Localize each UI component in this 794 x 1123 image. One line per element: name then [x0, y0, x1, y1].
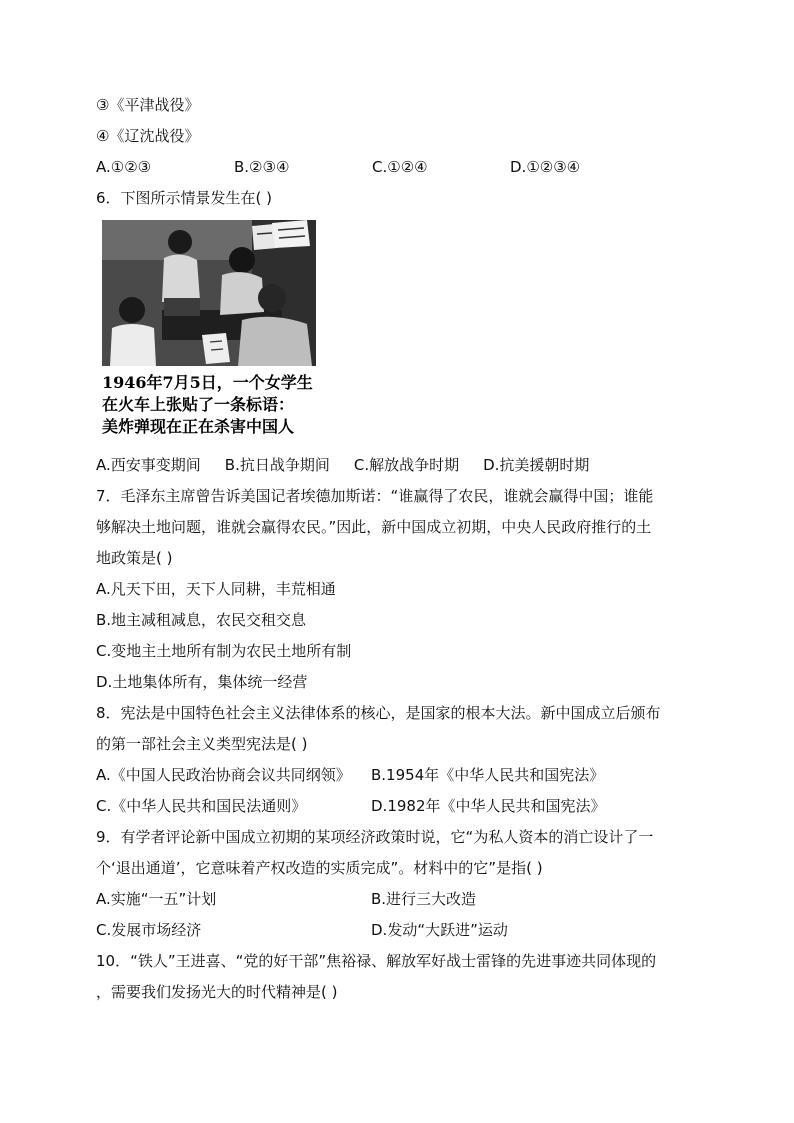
q9-option-c[interactable]: C.发展市场经济 [96, 921, 202, 939]
q5-item-4: ④《辽沈战役》 [96, 127, 200, 145]
q7-stem-line: 地政策是( ) [96, 549, 173, 567]
q8-option-b[interactable]: B.1954年《中华人民共和国宪法》 [371, 766, 605, 784]
q9-options-row-2 [96, 915, 706, 946]
q7-option-c[interactable]: C.变地主土地所有制为农民土地所有制 [96, 642, 352, 660]
caption-line: 美炸弹现在正在杀害中国人 [102, 417, 295, 436]
q8-stem-line: 的第一部社会主义类型宪法是( ) [96, 735, 308, 753]
exam-page [96, 90, 706, 1008]
caption-line: 1946年7月5日，一个女学生 [102, 373, 313, 392]
q9-stem-line: 9．有学者评论新中国成立初期的某项经济政策时说，它“为私人资本的消亡设计了一 [96, 828, 654, 846]
q9-option-a[interactable]: A.实施“一五”计划 [96, 890, 217, 908]
q5-options [96, 152, 706, 183]
q5-option-c[interactable]: C.①②④ [372, 158, 428, 176]
caption-line: 在火车上张贴了一条标语： [102, 395, 295, 414]
q5-option-d[interactable]: D.①②③④ [510, 158, 581, 176]
q5-option-a[interactable]: A.①②③ [96, 158, 152, 176]
q7-stem-line: 够解决土地问题，谁就会赢得农民。”因此，新中国成立初期，中央人民政府推行的土 [96, 518, 652, 536]
q9-option-d[interactable]: D.发动“大跃进”运动 [371, 921, 508, 939]
q6-option-a[interactable]: A.西安事变期间 [96, 456, 201, 474]
q7-option-d[interactable]: D.土地集体所有，集体统一经营 [96, 673, 308, 691]
q8-options-row-2 [96, 791, 706, 822]
q6-options [96, 450, 706, 481]
q10-stem-line: ，需要我们发扬光大的时代精神是( ) [96, 983, 338, 1001]
photo-caption [102, 372, 332, 438]
q6-option-d[interactable]: D.抗美援朝时期 [483, 456, 590, 474]
q5-option-b[interactable]: B.②③④ [234, 158, 290, 176]
q8-option-d[interactable]: D.1982年《中华人民共和国宪法》 [371, 797, 606, 815]
q7-option-b[interactable]: B.地主减租减息，农民交租交息 [96, 611, 307, 629]
q9-stem-line: 个‘退出通道’，它意味着产权改造的实质完成”。材料中的它”是指( ) [96, 859, 543, 877]
q5-item-3: ③《平津战役》 [96, 96, 200, 114]
q7-stem-line: 7．毛泽东主席曾告诉美国记者埃德加斯诺：“谁赢得了农民，谁就会赢得中国；谁能 [96, 487, 654, 505]
q6-option-c[interactable]: C.解放战争时期 [353, 456, 460, 474]
q6-option-b[interactable]: B.抗日战争期间 [224, 456, 330, 474]
q9-option-b[interactable]: B.进行三大改造 [371, 890, 477, 908]
q10-stem-line: 10．“铁人”王进喜、“党的好干部”焦裕禄、解放军好战士雷锋的先进事迹共同体现的 [96, 952, 657, 970]
q7-option-a[interactable]: A.凡天下田，天下人同耕，丰荒相通 [96, 580, 336, 598]
photo-illustration [102, 220, 316, 366]
q8-options-row-1 [96, 760, 706, 791]
q6-stem: 6．下图所示情景发生在( ) [96, 189, 273, 207]
q8-stem-line: 8．宪法是中国特色社会主义法律体系的核心，是国家的根本大法。新中国成立后颁布 [96, 704, 661, 722]
q9-options-row-1 [96, 884, 706, 915]
historical-photo [102, 220, 316, 366]
q8-option-a[interactable]: A.《中国人民政治协商会议共同纲领》 [96, 766, 351, 784]
q8-option-c[interactable]: C.《中华人民共和国民法通则》 [96, 797, 307, 815]
